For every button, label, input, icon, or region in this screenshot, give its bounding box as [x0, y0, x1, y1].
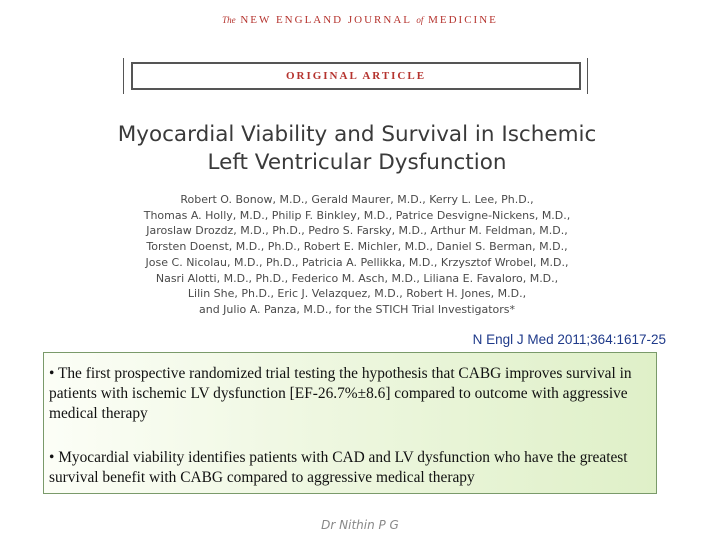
article-title: [110, 121, 604, 177]
summary-box: [43, 352, 657, 494]
journal-name-prefix: The: [222, 15, 236, 25]
journal-name-connector: of: [416, 15, 424, 25]
journal-masthead: [0, 14, 720, 26]
article-type-label: ORIGINAL ARTICLE: [285, 70, 427, 82]
article-title-line-2: Left Ventricular Dysfunction: [207, 150, 507, 175]
author-line: and Julio A. Panza, M.D., for the STICH Trial Investigators*: [198, 302, 516, 316]
author-line: Jaroslaw Drozdz, M.D., Ph.D., Pedro S. Farsky, M.D., Arthur M. Feldman, M.D.,: [146, 224, 568, 238]
journal-citation: N Engl J Med 2011;364:1617-25: [472, 332, 666, 347]
author-line: Torsten Doenst, M.D., Ph.D., Robert E. Michler, M.D., Daniel S. Berman, M.D.,: [146, 240, 568, 254]
journal-name-main: NEW ENGLAND JOURNAL: [240, 14, 412, 26]
author-line: Thomas A. Holly, M.D., Philip F. Binkley, M.D., Patrice Desvigne-Nickens, M.D.,: [143, 208, 571, 222]
author-line: Nasri Alotti, M.D., Ph.D., Federico M. Asch, M.D., Liliana E. Favaloro, M.D.,: [155, 271, 559, 285]
author-line: Robert O. Bonow, M.D., Gerald Maurer, M.D., Kerry L. Lee, Ph.D.,: [180, 193, 534, 206]
summary-point-2: • Myocardial viability identifies patients with CAD and LV dysfunction who have the greatest survival benefit with CABG compared to aggressive medical therapy: [49, 449, 628, 486]
banner-rule-right: [587, 58, 588, 94]
article-type-banner: [131, 62, 581, 90]
journal-name-suffix: MEDICINE: [428, 14, 498, 26]
presenter-footer: Dr Nithin P G: [321, 518, 399, 532]
author-list: [118, 192, 596, 318]
author-line: Lilin She, Ph.D., Eric J. Velazquez, M.D., Robert H. Jones, M.D.,: [187, 287, 527, 301]
banner-rule-left: [123, 58, 124, 94]
author-line: Jose C. Nicolau, M.D., Ph.D., Patricia A. Pellikka, M.D., Krzysztof Wrobel, M.D.,: [145, 255, 569, 269]
summary-point-1: • The first prospective randomized trial testing the hypothesis that CABG improves survival in patients with ischemic LV dysfunction [EF-26.7%±8.6] compared to outcome with aggressive medical therapy: [49, 365, 632, 422]
article-title-line-1: Myocardial Viability and Survival in Ischemic: [117, 122, 597, 147]
